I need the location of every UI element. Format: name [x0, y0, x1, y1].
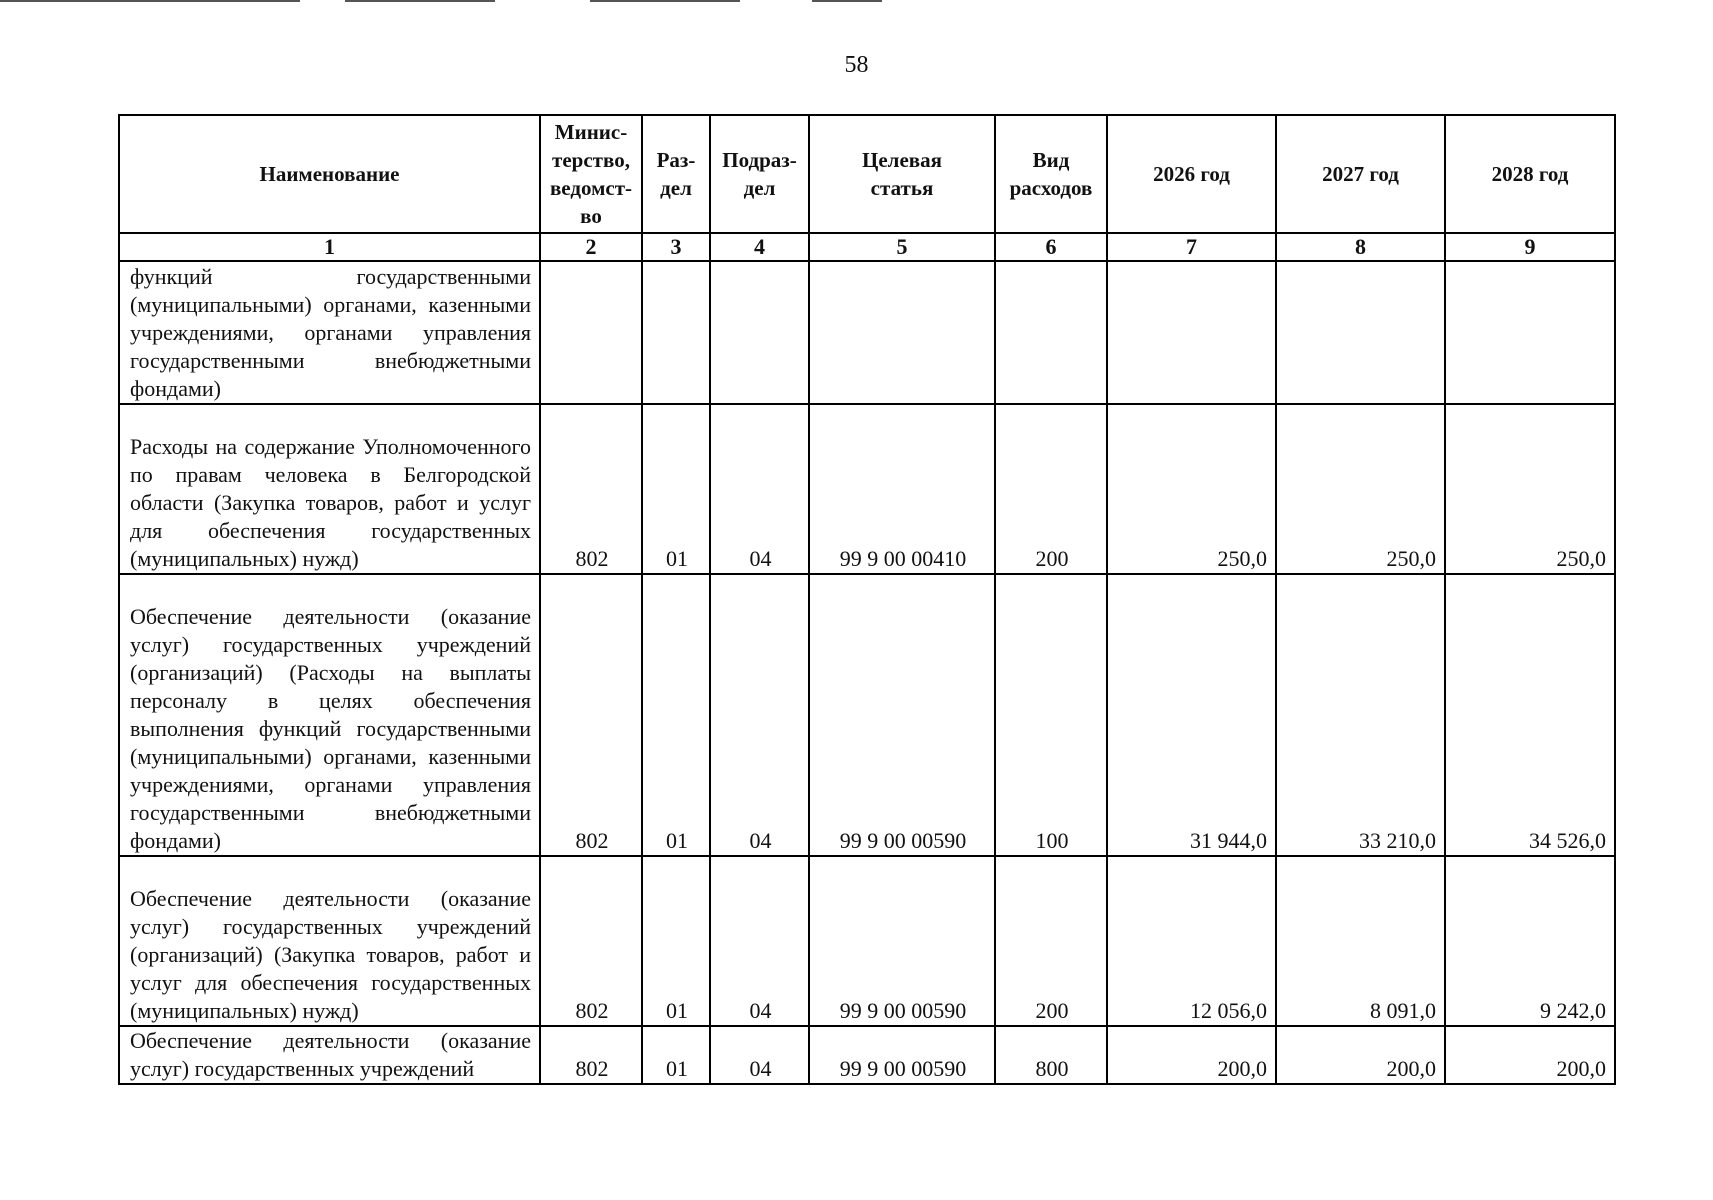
column-number: 1 [119, 233, 540, 261]
header-name: Наименование [119, 115, 540, 233]
row-ministry: 802 [540, 574, 642, 856]
row-section: 01 [642, 1026, 710, 1084]
table-row [119, 856, 1615, 1026]
row-target: 99 9 00 00590 [809, 574, 995, 856]
row-amount-2027: 8 091,0 [1276, 856, 1445, 1026]
row-subsection: 04 [710, 404, 809, 574]
row-amount-2027 [1276, 261, 1445, 404]
row-amount-2028 [1445, 261, 1615, 404]
scan-artifact-line [590, 0, 740, 2]
row-subsection: 04 [710, 856, 809, 1026]
row-expense-type: 200 [995, 856, 1107, 1026]
scan-artifact-line [0, 0, 300, 2]
column-number: 4 [710, 233, 809, 261]
row-target: 99 9 00 00410 [809, 404, 995, 574]
row-ministry: 802 [540, 404, 642, 574]
table-row [119, 404, 1615, 574]
row-amount-2028: 200,0 [1445, 1026, 1615, 1084]
header-target: Целевая статья [809, 115, 995, 233]
row-name: функций государственными (муниципальными) органами, казенными учреждениями, органами управления государственными внебюджетными фондами) [119, 261, 540, 404]
row-amount-2028: 34 526,0 [1445, 574, 1615, 856]
scan-artifact-line [345, 0, 495, 2]
header-section: Раз- дел [642, 115, 710, 233]
row-section [642, 261, 710, 404]
row-amount-2027: 250,0 [1276, 404, 1445, 574]
column-number: 5 [809, 233, 995, 261]
row-ministry: 802 [540, 856, 642, 1026]
row-subsection: 04 [710, 574, 809, 856]
table-header-row [119, 115, 1615, 233]
row-amount-2028: 9 242,0 [1445, 856, 1615, 1026]
row-expense-type [995, 261, 1107, 404]
scan-artifact-line [812, 0, 882, 2]
header-expense-type: Вид расходов [995, 115, 1107, 233]
row-target [809, 261, 995, 404]
row-subsection [710, 261, 809, 404]
column-number: 7 [1107, 233, 1276, 261]
row-name: Расходы на содержание Уполномоченного по правам человека в Белгородской области (Закупка товаров, работ и услуг для обеспечения государственных (муниципальных) нужд) [119, 404, 540, 574]
row-ministry [540, 261, 642, 404]
row-target: 99 9 00 00590 [809, 856, 995, 1026]
header-year-2028: 2028 год [1445, 115, 1615, 233]
header-ministry: Минис- терство, ведомст- во [540, 115, 642, 233]
row-expense-type: 200 [995, 404, 1107, 574]
page-number: 58 [844, 52, 869, 78]
row-subsection: 04 [710, 1026, 809, 1084]
header-subsection: Подраз- дел [710, 115, 809, 233]
row-amount-2027: 200,0 [1276, 1026, 1445, 1084]
row-expense-type: 800 [995, 1026, 1107, 1084]
row-name: Обеспечение деятельности (оказание услуг) государственных учреждений (организаций) (Расходы на выплаты персоналу в целях обеспечения выполнения функций государственными (муниципальными) органами, казенными учреждениями, органами управления государственными внебюджетными фондами) [119, 574, 540, 856]
column-number: 3 [642, 233, 710, 261]
column-number: 6 [995, 233, 1107, 261]
row-target: 99 9 00 00590 [809, 1026, 995, 1084]
column-number-row [119, 233, 1615, 261]
row-name: Обеспечение деятельности (оказание услуг) государственных учреждений (организаций) (Закупка товаров, работ и услуг для обеспечения государственных (муниципальных) нужд) [119, 856, 540, 1026]
table-row [119, 1026, 1615, 1084]
row-section: 01 [642, 574, 710, 856]
row-amount-2026: 200,0 [1107, 1026, 1276, 1084]
row-amount-2026: 250,0 [1107, 404, 1276, 574]
column-number: 2 [540, 233, 642, 261]
table-row [119, 261, 1615, 404]
row-amount-2027: 33 210,0 [1276, 574, 1445, 856]
row-expense-type: 100 [995, 574, 1107, 856]
row-amount-2026 [1107, 261, 1276, 404]
budget-table [118, 114, 1616, 1085]
header-year-2027: 2027 год [1276, 115, 1445, 233]
column-number: 8 [1276, 233, 1445, 261]
row-amount-2026: 12 056,0 [1107, 856, 1276, 1026]
column-number: 9 [1445, 233, 1615, 261]
row-section: 01 [642, 404, 710, 574]
row-name: Обеспечение деятельности (оказание услуг) государственных учреждений [119, 1026, 540, 1084]
row-amount-2026: 31 944,0 [1107, 574, 1276, 856]
header-year-2026: 2026 год [1107, 115, 1276, 233]
row-amount-2028: 250,0 [1445, 404, 1615, 574]
table-row [119, 574, 1615, 856]
row-ministry: 802 [540, 1026, 642, 1084]
row-section: 01 [642, 856, 710, 1026]
